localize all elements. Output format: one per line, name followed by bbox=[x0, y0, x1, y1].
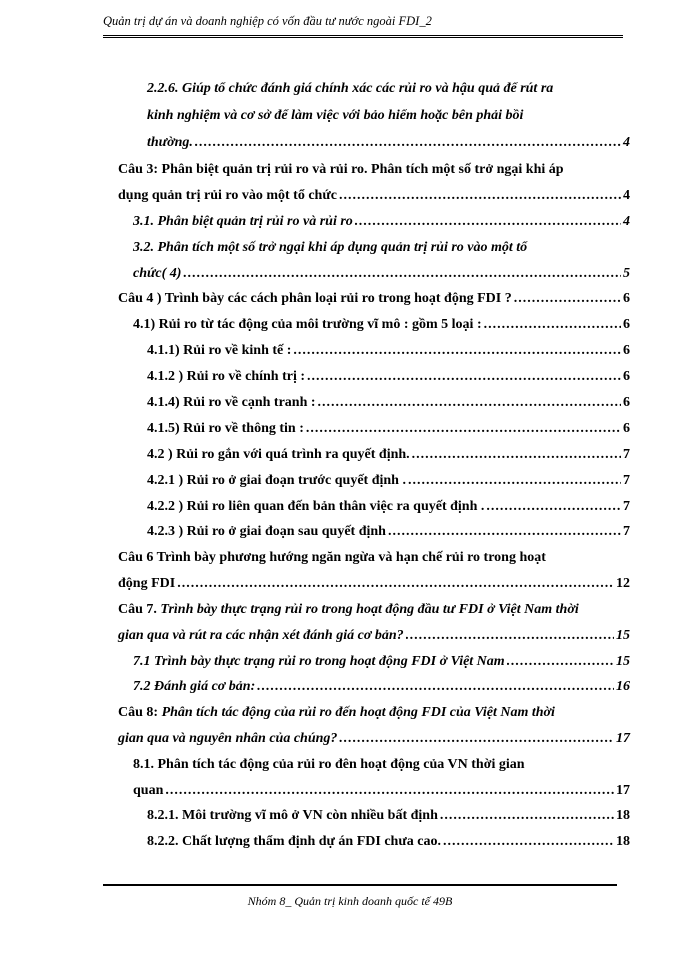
toc-entry-4-1[interactable] bbox=[133, 315, 630, 335]
toc-entry-2-2-6[interactable] bbox=[147, 133, 630, 153]
toc-entry-text: 4.1.1) Rủi ro về kinh tế : bbox=[147, 343, 292, 358]
toc-entry-text: Câu 4 ) Trình bày các cách phân loại rủi ro trong hoạt động FDI ? bbox=[118, 291, 512, 306]
toc-entry-title: Phân tích tác động của rủi ro đến hoạt động FDI của Việt Nam thời bbox=[161, 705, 555, 720]
toc-entry-text: gian qua và nguyên nhân của chúng? bbox=[118, 731, 338, 746]
dot-leader bbox=[183, 264, 621, 284]
toc-entry-text: thường. bbox=[147, 135, 193, 150]
footer-rule bbox=[103, 884, 617, 886]
dot-leader bbox=[306, 419, 621, 439]
toc-entry-text: động FDI bbox=[118, 576, 176, 591]
toc-entry-text: 4.1.2 ) Rủi ro về chính trị : bbox=[147, 369, 306, 384]
dot-leader bbox=[443, 832, 614, 852]
toc-entry-cau-7[interactable] bbox=[118, 626, 630, 646]
toc-entry-text: 4.2 ) Rủi ro gắn với quá trình ra quyết định. bbox=[147, 447, 410, 462]
toc-page-number: 4 bbox=[623, 188, 630, 203]
toc-entry-2-2-6-line1: 2.2.6. Giúp tổ chức đánh giá chính xác các rủi ro và hậu quả để rút ra bbox=[147, 81, 554, 96]
toc-page-number: 7 bbox=[623, 499, 630, 514]
toc-entry-text: quan bbox=[133, 783, 164, 798]
toc-page-number: 6 bbox=[623, 421, 630, 436]
toc-entry-cau-3-line1: Câu 3: Phân biệt quản trị rủi ro và rủi ro. Phân tích một số trở ngại khi áp bbox=[118, 162, 564, 177]
dot-leader bbox=[293, 341, 621, 361]
toc-entry-text: 4.2.3 ) Rủi ro ở giai đoạn sau quyết định bbox=[147, 524, 386, 539]
page-footer: Nhóm 8_ Quản trị kinh doanh quốc tế 49B bbox=[247, 894, 453, 908]
toc-page-number: 7 bbox=[623, 447, 630, 462]
dot-leader bbox=[307, 367, 621, 387]
toc-entry-cau-4[interactable] bbox=[118, 289, 630, 309]
toc-entry-4-2-3[interactable] bbox=[147, 522, 630, 542]
dot-leader bbox=[408, 471, 621, 491]
toc-entry-3-2-line1: 3.2. Phân tích một số trở ngại khi áp dụng quản trị rủi ro vào một tổ bbox=[133, 240, 528, 255]
toc-page-number: 17 bbox=[616, 731, 630, 746]
dot-leader bbox=[406, 626, 614, 646]
toc-entry-7-1[interactable] bbox=[133, 652, 630, 672]
toc-entry-text: 8.2.2. Chất lượng thẩm định dự án FDI chưa cao. bbox=[147, 834, 441, 849]
toc-page-number: 6 bbox=[623, 343, 630, 358]
toc-entry-4-1-2[interactable] bbox=[147, 367, 630, 387]
toc-entry-cau-7-line1 bbox=[118, 600, 579, 620]
toc-page-number: 17 bbox=[616, 783, 630, 798]
toc-entry-text: 3.1. Phân biệt quản trị rủi ro và rủi ro bbox=[133, 214, 353, 229]
toc-entry-cau-8-line1 bbox=[118, 703, 555, 723]
dot-leader bbox=[484, 315, 621, 335]
toc-entry-prefix: Câu 7. bbox=[118, 602, 161, 617]
toc-entry-2-2-6-line2: kinh nghiệm và cơ sở để làm việc với bảo hiểm hoặc bên phải bồi bbox=[147, 108, 524, 123]
dot-leader bbox=[257, 677, 614, 697]
header-title: Quản trị dự án và doanh nghiệp có vốn đầu tư nước ngoài FDI_2 bbox=[103, 14, 432, 28]
toc-entry-cau-3[interactable] bbox=[118, 186, 630, 206]
toc-entry-text: 4.1.4) Rủi ro về cạnh tranh : bbox=[147, 395, 316, 410]
toc-page-number: 7 bbox=[623, 524, 630, 539]
toc-page-number: 15 bbox=[616, 628, 630, 643]
toc-page-number: 16 bbox=[616, 679, 630, 694]
toc-entry-4-1-4[interactable] bbox=[147, 393, 630, 413]
toc-entry-4-2[interactable] bbox=[147, 445, 630, 465]
toc-entry-text: 7.2 Đánh giá cơ bản: bbox=[133, 679, 256, 694]
toc-entry-8-1[interactable] bbox=[133, 781, 630, 801]
toc-page-number: 15 bbox=[616, 654, 630, 669]
toc-entry-8-2-2[interactable] bbox=[147, 832, 630, 852]
dot-leader bbox=[165, 781, 614, 801]
toc-entry-title: Trình bày thực trạng rủi ro trong hoạt động đầu tư FDI ở Việt Nam thời bbox=[160, 602, 579, 617]
toc-entry-cau-6[interactable] bbox=[118, 574, 630, 594]
toc-page-number: 6 bbox=[623, 369, 630, 384]
toc-entry-text: gian qua và rút ra các nhận xét đánh giá cơ bản? bbox=[118, 628, 404, 643]
dot-leader bbox=[177, 574, 614, 594]
dot-leader bbox=[339, 186, 621, 206]
toc-entry-3-1[interactable] bbox=[133, 212, 630, 232]
toc-entry-text: chức( 4) bbox=[133, 266, 182, 281]
toc-entry-text: dụng quản trị rủi ro vào một tổ chức bbox=[118, 188, 337, 203]
dot-leader bbox=[339, 729, 614, 749]
toc-page-number: 4 bbox=[623, 214, 630, 229]
toc-entry-3-2[interactable] bbox=[133, 264, 630, 284]
toc-entry-prefix: Câu 8: bbox=[118, 705, 162, 720]
toc-page-number: 5 bbox=[623, 266, 630, 281]
toc-entry-text: 4.2.1 ) Rủi ro ở giai đoạn trước quyết định . bbox=[147, 473, 406, 488]
toc-entry-text: 7.1 Trình bày thực trạng rủi ro trong hoạt động FDI ở Việt Nam bbox=[133, 654, 505, 669]
dot-leader bbox=[514, 289, 621, 309]
dot-leader bbox=[507, 652, 614, 672]
dot-leader bbox=[355, 212, 621, 232]
toc-entry-cau-8[interactable] bbox=[118, 729, 630, 749]
toc-entry-8-1-line1: 8.1. Phân tích tác động của rủi ro đên hoạt động của VN thời gian bbox=[133, 757, 525, 772]
toc-page-number: 7 bbox=[623, 473, 630, 488]
dot-leader bbox=[440, 806, 614, 826]
toc-page-number: 18 bbox=[616, 808, 630, 823]
dot-leader bbox=[486, 497, 621, 517]
toc-entry-8-2-1[interactable] bbox=[147, 806, 630, 826]
toc-entry-text: 8.2.1. Môi trường vĩ mô ở VN còn nhiều bất định bbox=[147, 808, 438, 823]
toc-page-number: 4 bbox=[623, 135, 630, 150]
dot-leader bbox=[412, 445, 621, 465]
toc-entry-text: 4.1) Rủi ro từ tác động của môi trường vĩ mô : gồm 5 loại : bbox=[133, 317, 482, 332]
toc-page-number: 6 bbox=[623, 291, 630, 306]
toc-entry-4-2-2[interactable] bbox=[147, 497, 630, 517]
toc-page-number: 6 bbox=[623, 395, 630, 410]
toc-page-number: 6 bbox=[623, 317, 630, 332]
toc-page-number: 12 bbox=[616, 576, 630, 591]
toc-entry-7-2[interactable] bbox=[133, 677, 630, 697]
toc-entry-4-1-1[interactable] bbox=[147, 341, 630, 361]
toc-entry-4-1-5[interactable] bbox=[147, 419, 630, 439]
dot-leader bbox=[195, 133, 621, 153]
toc-entry-cau-6-line1: Câu 6 Trình bày phương hướng ngăn ngừa và hạn chế rủi ro trong hoạt bbox=[118, 550, 546, 565]
dot-leader bbox=[388, 522, 621, 542]
toc-entry-text: 4.1.5) Rủi ro về thông tin : bbox=[147, 421, 304, 436]
toc-entry-text: 4.2.2 ) Rủi ro liên quan đến bản thân việc ra quyết định . bbox=[147, 499, 485, 514]
toc-page-number: 18 bbox=[616, 834, 630, 849]
toc-entry-4-2-1[interactable] bbox=[147, 471, 630, 491]
dot-leader bbox=[318, 393, 621, 413]
